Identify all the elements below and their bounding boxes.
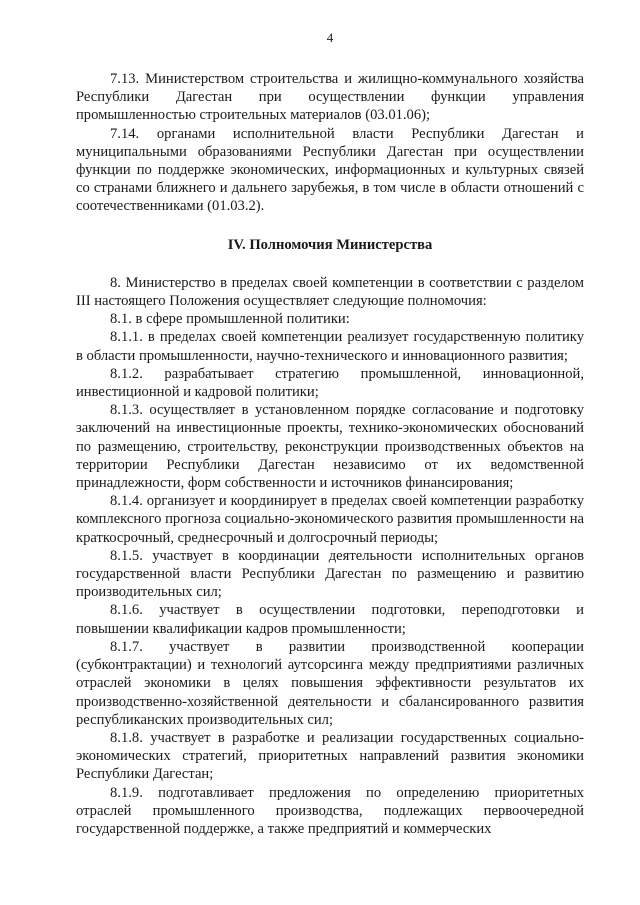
page-number: 4 xyxy=(326,30,334,45)
paragraph-8-1-1: 8.1.1. в пределах своей компетенции реализует государственную политику в области промышленности, научно-технического и инновационного развития; xyxy=(76,329,584,364)
paragraph-8: 8. Министерство в пределах своей компетенции в соответствии с разделом III настоящего Положения осуществляет следующие полномочия: xyxy=(76,274,584,310)
paragraph-8-1-8: 8.1.8. участвует в разработке и реализации государственных социально-экономических стратегий, приоритетных направлений развития экономики Республики Дагестан; xyxy=(76,729,584,783)
paragraph-8-1-5: 8.1.5. участвует в координации деятельности исполнительных органов государственной власти Республики Дагестан по размещению и развитию производительных сил; xyxy=(76,547,584,601)
paragraph-8-1: 8.1. в сфере промышленной политики: xyxy=(110,311,350,328)
paragraph-8-1-3: 8.1.3. осуществляет в установленном порядке согласование и подготовку заключений на инвестиционные проекты, технико-экономических обоснований по размещению, строительству, реконструкции производственных объектов на территории Республики Дагестан независимо от их ведомственной принадлежности, форм собственности и источников финансирования; xyxy=(76,402,584,492)
paragraph-8-1-4: 8.1.4. организует и координирует в пределах своей компетенции разработку комплексного прогноза социально-экономического развития промышленности на краткосрочный, среднесрочный и долгосрочный периоды; xyxy=(76,493,584,546)
section-heading: IV. Полномочия Министерства xyxy=(227,236,433,253)
paragraph-8-1-6: 8.1.6. участвует в осуществлении подготовки, переподготовки и повышении квалификации кадров промышленности; xyxy=(76,602,584,637)
paragraph-7-13: 7.13. Министерством строительства и жилищно-коммунального хозяйства Республики Дагестан при осуществлении функции управления промышленностью строительных материалов (03.01.06); xyxy=(76,71,584,124)
paragraph-8-1-7: 8.1.7. участвует в развитии производственной кооперации (субконтрактации) и технологий аутсорсинга между предприятиями различных отраслей экономики в целях повышения эффективности результатов их производственно-хозяйственной деятельности и сбалансированного развития республиканских производительных сил; xyxy=(76,638,584,728)
paragraph-8-1-2: 8.1.2. разрабатывает стратегию промышленной, инновационной, инвестиционной и кадровой политики; xyxy=(76,365,584,401)
paragraph-8-1-9: 8.1.9. подготавливает предложения по определению приоритетных отраслей промышленного производства, подлежащих первоочередной государственной поддержке, а также предприятий и коммерческих xyxy=(76,784,584,837)
paragraph-7-14: 7.14. органами исполнительной власти Республики Дагестан и муниципальными образованиями Республики Дагестан при осуществлении функции по поддержке экономических, информационных и культурных связей со странами ближнего и дальнего зарубежья, в том числе в области отношений с соотечественниками (01.03.2). xyxy=(76,125,584,215)
